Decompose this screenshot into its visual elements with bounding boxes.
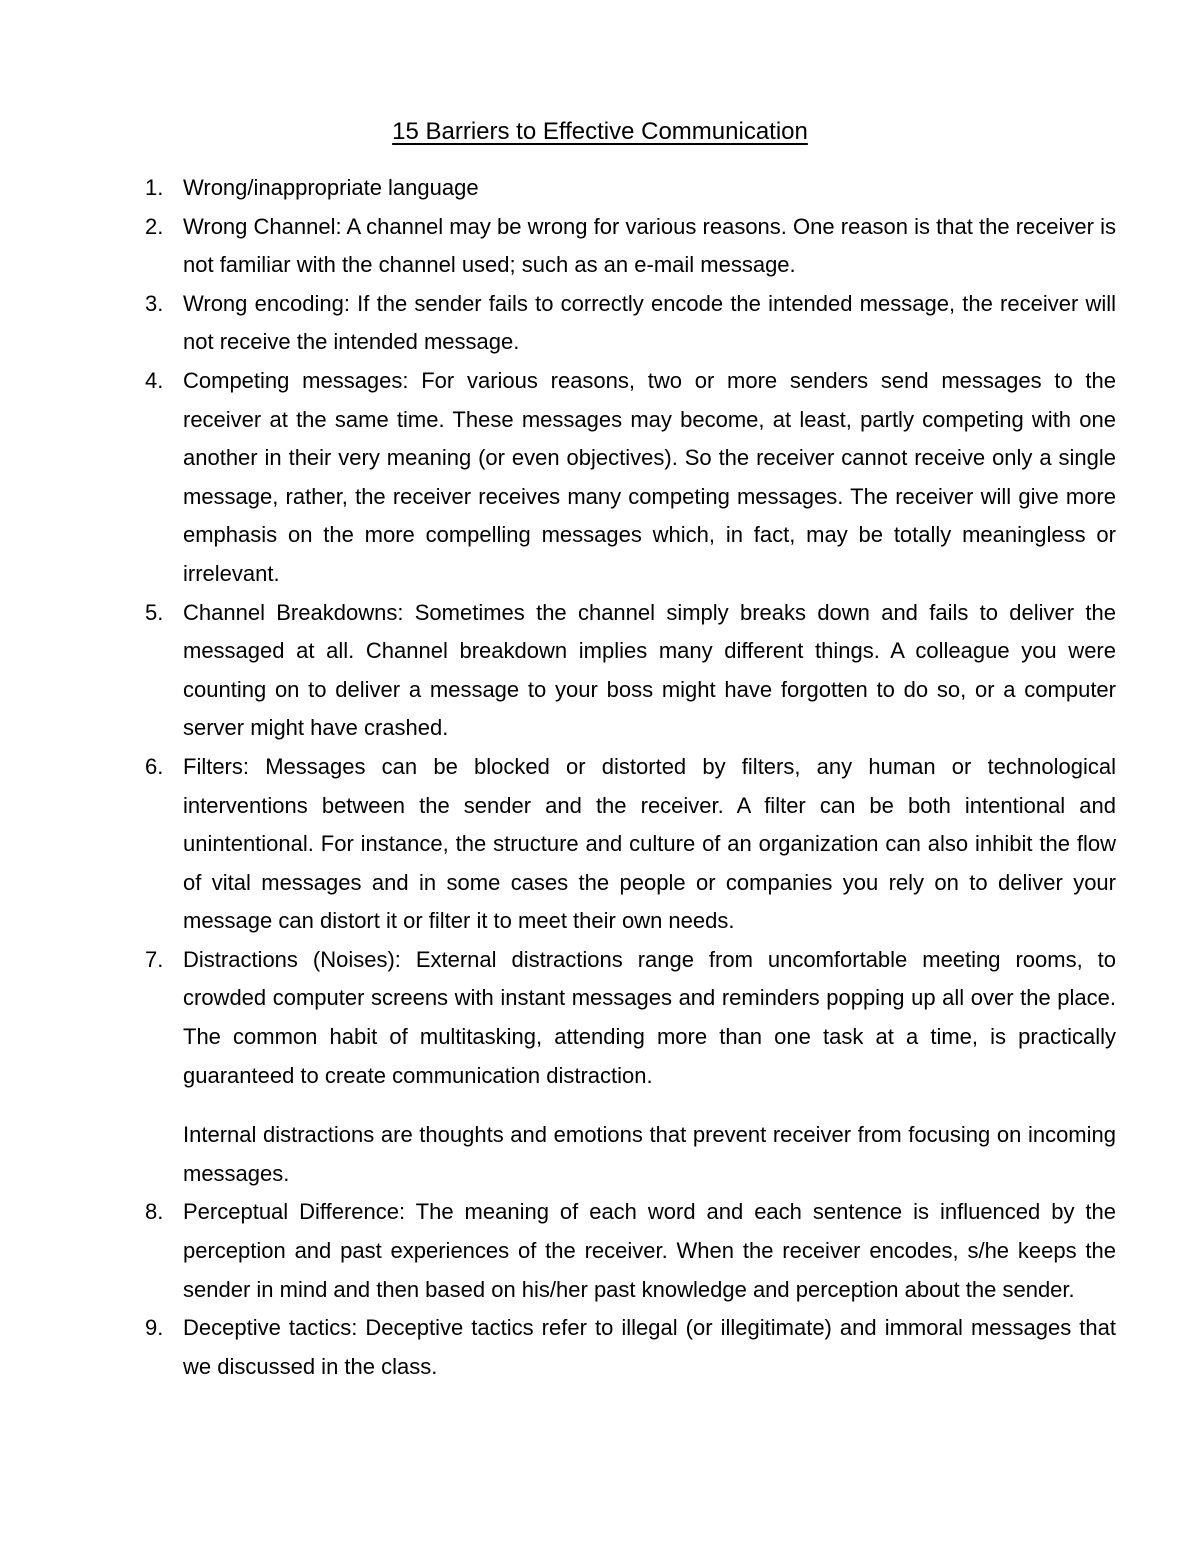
list-item-text-continued: Internal distractions are thoughts and emotions that prevent receiver from focusing on incoming messages.: [183, 1122, 1116, 1186]
list-item-text: Wrong encoding: If the sender fails to correctly encode the intended message, the receiver will not receive the intended message.: [183, 290, 1116, 355]
list-item-text: Deceptive tactics: Deceptive tactics refer to illegal (or illegitimate) and immoral messages that we discussed in the class.: [183, 1315, 1116, 1379]
list-item-number: 3.: [145, 290, 164, 316]
list-item-number: 8.: [145, 1199, 164, 1225]
list-item-number: 5.: [145, 599, 164, 625]
list-item: [145, 208, 1116, 285]
list-item-text: Distractions (Noises): External distractions range from uncomfortable meeting rooms, to crowded computer screens with instant messages and reminders popping up all over the place. The common habit of multitasking, attending more than one task at a time, is practically guaranteed to create communication distraction.: [183, 946, 1116, 1088]
list-item-number: 7.: [145, 946, 164, 972]
list-item-text: Perceptual Difference: The meaning of each word and each sentence is influenced by the perception and past experiences of the receiver. When the receiver encodes, s/he keeps the sender in mind and then based on his/her past knowledge and perception about the sender.: [183, 1199, 1116, 1302]
list-item: [145, 362, 1116, 594]
list-item-text: Competing messages: For various reasons, two or more senders send messages to the receiver at the same time. These messages may become, at least, partly competing with one another in their very meaning (or even objectives). So the receiver cannot receive only a single message, rather, the receiver receives many competing messages. The receiver will give more emphasis on the more compelling messages which, in fact, may be totally meaningless or irrelevant.: [183, 367, 1116, 586]
list-item: [145, 169, 1116, 208]
list-item-number: 2.: [145, 213, 164, 239]
list-item-text: Channel Breakdowns: Sometimes the channel simply breaks down and fails to deliver the messaged at all. Channel breakdown implies many different things. A colleague you were counting on to deliver a message to your boss might have forgotten to do so, or a computer server might have crashed.: [183, 599, 1116, 741]
list-item: [145, 1309, 1116, 1386]
list-item-number: 1.: [145, 175, 164, 200]
list-item-text: Wrong/inappropriate language: [183, 175, 479, 200]
list-item: [145, 285, 1116, 362]
document-title: 15 Barriers to Effective Communication: [392, 118, 808, 145]
list-item-number: 9.: [145, 1315, 164, 1341]
list-item-number: 4.: [145, 367, 164, 393]
list-item-text: Wrong Channel: A channel may be wrong for various reasons. One reason is that the receiver is not familiar with the channel used; such as an e-mail message.: [183, 213, 1116, 278]
list-item-text: Filters: Messages can be blocked or distorted by filters, any human or technological interventions between the sender and the receiver. A filter can be both intentional and unintentional. For instance, the structure and culture of an organization can also inhibit the flow of vital messages and in some cases the people or companies you rely on to deliver your message can distort it or filter it to meet their own needs.: [183, 753, 1116, 934]
list-item: [145, 594, 1116, 748]
list-item: [145, 941, 1116, 1194]
barriers-list: [145, 169, 1116, 1386]
list-item: [145, 748, 1116, 941]
list-item-number: 6.: [145, 753, 164, 779]
list-item: [145, 1193, 1116, 1309]
